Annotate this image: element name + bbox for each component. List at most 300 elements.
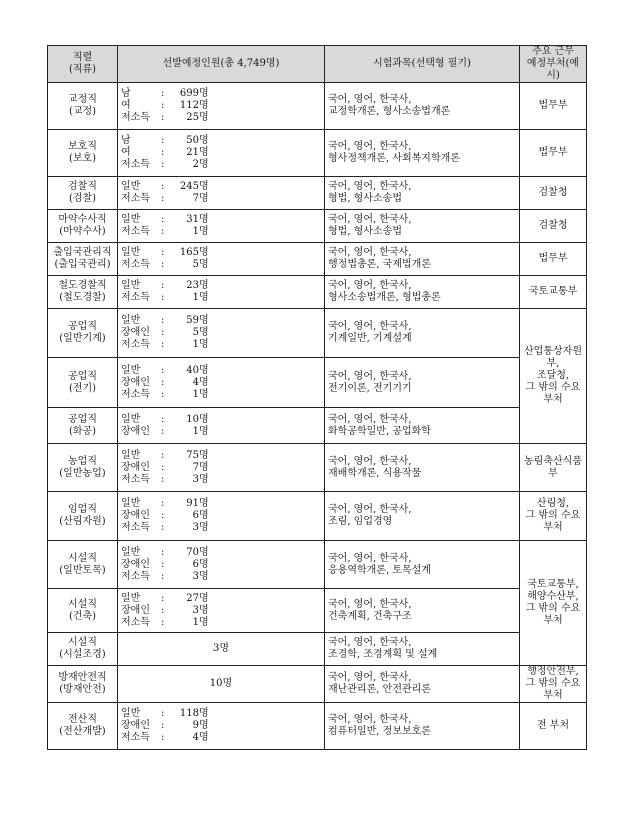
- quota-category: 장애인: [121, 327, 150, 338]
- quota-colon: :: [161, 498, 165, 509]
- quota-colon: :: [161, 259, 165, 270]
- subject-line: 국어, 영어, 한국사,: [328, 321, 412, 332]
- position-name: 보호직: [68, 141, 97, 152]
- table-row: [48, 444, 587, 492]
- position-name: 전산직: [68, 714, 97, 725]
- header-subjects-label: 시험과목(선택형 필기): [373, 58, 471, 69]
- quota-cell: [118, 492, 325, 541]
- quota-line: [121, 365, 321, 377]
- quota-unit: 명: [199, 88, 209, 99]
- quota-cell: [118, 177, 325, 210]
- position-cell: [48, 408, 118, 444]
- quota-cell: [118, 703, 325, 750]
- quota-line: [121, 559, 321, 571]
- quota-colon: :: [161, 558, 165, 570]
- quota-cell: [118, 276, 325, 309]
- position-name: (건축): [68, 610, 97, 622]
- quota-category: 남: [121, 135, 131, 146]
- quota-colon: :: [161, 720, 165, 731]
- quota-count: 6: [192, 558, 199, 570]
- subjects-cell: [325, 492, 520, 541]
- quota-colon: :: [161, 461, 165, 473]
- quota-cell: [118, 210, 325, 243]
- quota-colon: :: [161, 364, 165, 376]
- table-row: [48, 666, 587, 703]
- quota-cell: [118, 408, 325, 444]
- quota-category: 일반: [121, 413, 141, 425]
- quota-category: 여: [121, 147, 131, 158]
- quota-unit: 명: [199, 100, 209, 111]
- quota-total: 3명: [118, 633, 325, 666]
- position-name: 시설직: [68, 598, 97, 610]
- position-name: (교정): [68, 106, 97, 117]
- quota-unit: 명: [199, 147, 209, 158]
- quota-count: 5: [192, 259, 199, 270]
- quota-colon: :: [161, 473, 165, 485]
- quota-line: [121, 226, 321, 238]
- dept-cell: [520, 666, 587, 703]
- quota-unit: 명: [199, 327, 209, 338]
- header-position-line: 직렬: [72, 52, 93, 63]
- table-row: [48, 541, 587, 589]
- quota-category: 남: [121, 88, 131, 99]
- quota-unit: 명: [199, 339, 209, 350]
- quota-colon: :: [161, 214, 165, 225]
- dept-line: 그 밖의 수요부처: [525, 603, 581, 626]
- quota-colon: :: [161, 147, 165, 158]
- quota-colon: :: [161, 292, 165, 303]
- position-name: (전산개발): [59, 726, 106, 737]
- position-name: (방재안전): [59, 684, 106, 695]
- quota-count: 1: [192, 388, 199, 400]
- quota-count: 3: [192, 570, 199, 582]
- quota-unit: 명: [199, 473, 209, 485]
- quota-line: [121, 571, 321, 583]
- dept-cell: [520, 492, 587, 541]
- subjects-cell: [325, 666, 520, 703]
- dept-cell: [520, 276, 587, 309]
- quota-count: 3: [192, 473, 199, 485]
- quota-line: [121, 617, 321, 629]
- quota-unit: 명: [199, 193, 209, 204]
- position-name: 마약수사직: [58, 214, 107, 225]
- quota-count: 1: [192, 616, 199, 628]
- position-name: (마약수사): [59, 226, 106, 237]
- dept-line: 그 밖의 수요부처: [525, 510, 581, 533]
- dept-cell: [520, 309, 587, 444]
- subject-line: 국어, 영어, 한국사,: [328, 247, 412, 258]
- quota-unit: 명: [199, 708, 209, 719]
- dept-line: 전 부처: [536, 720, 570, 731]
- position-name: (출입국관리): [54, 259, 111, 270]
- quota-unit: 명: [199, 732, 209, 743]
- dept-line: 법무부: [538, 147, 568, 158]
- subject-line: 국어, 영어, 한국사,: [328, 181, 412, 192]
- quota-line: [121, 708, 321, 720]
- quota-line: [121, 193, 321, 205]
- quota-count: 1: [192, 292, 199, 303]
- quota-category: 저소득: [121, 616, 150, 628]
- quota-line: [121, 259, 321, 271]
- dept-line: 국토교통부,: [527, 579, 579, 590]
- subject-line: 응용역학개론, 토목설계: [328, 564, 431, 576]
- quota-cell: [118, 130, 325, 177]
- quota-colon: :: [161, 732, 165, 743]
- quota-unit: 명: [199, 720, 209, 731]
- quota-cell: [118, 589, 325, 633]
- position-name: (화공): [68, 425, 97, 437]
- dept-line: 검찰청: [538, 220, 568, 231]
- quota-colon: :: [161, 376, 165, 388]
- table-row: [48, 589, 587, 633]
- table-row: [48, 358, 587, 408]
- subject-line: 국어, 영어, 한국사,: [328, 637, 412, 648]
- subjects-cell: [325, 444, 520, 492]
- header-dept-line: 예정부처(예시): [526, 58, 580, 81]
- position-name: (전기): [68, 382, 97, 394]
- quota-unit: 명: [199, 388, 209, 400]
- quota-count: 27: [186, 592, 199, 604]
- table-row: [48, 633, 587, 666]
- quota-line: [121, 426, 321, 438]
- quota-count: 50: [186, 135, 199, 146]
- subjects-cell: [325, 541, 520, 589]
- quota-line: [121, 214, 321, 226]
- quota-cell: [118, 541, 325, 589]
- subject-line: 국어, 영어, 한국사,: [328, 672, 412, 683]
- quota-colon: :: [161, 315, 165, 326]
- quota-category: 장애인: [121, 461, 150, 473]
- subject-line: 재배학개론, 식용작물: [328, 467, 422, 479]
- quota-count: 40: [186, 364, 199, 376]
- quota-category: 일반: [121, 498, 141, 509]
- position-name: 방재안전직: [58, 672, 107, 683]
- header-quota: [118, 46, 325, 83]
- quota-count: 2: [192, 159, 199, 170]
- dept-line: 검찰청: [538, 187, 568, 198]
- quota-count: 112: [179, 100, 199, 111]
- quota-count: 118: [179, 708, 199, 719]
- subjects-cell: [325, 83, 520, 130]
- quota-colon: :: [161, 327, 165, 338]
- quota-count: 4: [192, 376, 199, 388]
- quota-line: [121, 605, 321, 617]
- quota-count: 23: [186, 280, 199, 291]
- quota-colon: :: [161, 522, 165, 533]
- dept-cell: [520, 703, 587, 750]
- position-cell: [48, 276, 118, 309]
- dept-line: 그 밖의 수요부처: [525, 678, 581, 701]
- quota-colon: :: [161, 226, 165, 237]
- quota-count: 9: [192, 720, 199, 731]
- quota-unit: 명: [199, 292, 209, 303]
- dept-cell: [520, 130, 587, 177]
- dept-line: 산업통상자원부,: [524, 346, 582, 369]
- subjects-cell: [325, 177, 520, 210]
- quota-colon: :: [161, 449, 165, 461]
- dept-line: 법무부: [538, 100, 568, 111]
- subject-line: 국어, 영어, 한국사,: [328, 504, 412, 515]
- quota-line: [121, 88, 321, 100]
- quota-category: 저소득: [121, 259, 150, 270]
- quota-unit: 명: [199, 592, 209, 604]
- position-name: (일반토목): [59, 564, 106, 576]
- position-name: 교정직: [68, 94, 97, 105]
- subject-line: 전기이론, 전기기기: [328, 382, 412, 394]
- quota-line: [121, 181, 321, 193]
- quota-count: 4: [192, 732, 199, 743]
- quota-category: 일반: [121, 247, 141, 258]
- quota-line: [121, 389, 321, 401]
- quota-unit: 명: [199, 364, 209, 376]
- quota-line: [121, 100, 321, 112]
- quota-category: 장애인: [121, 510, 150, 521]
- quota-category: 일반: [121, 280, 141, 291]
- quota-cell: [118, 83, 325, 130]
- quota-count: 21: [186, 147, 199, 158]
- position-cell: [48, 177, 118, 210]
- position-name: 시설직: [68, 552, 97, 564]
- quota-category: 여: [121, 100, 131, 111]
- position-cell: [48, 358, 118, 408]
- quota-colon: :: [161, 570, 165, 582]
- subject-line: 국어, 영어, 한국사,: [328, 370, 412, 382]
- quota-count: 91: [186, 498, 199, 509]
- table-row: [48, 309, 587, 358]
- dept-line: 법무부: [538, 253, 568, 264]
- dept-line: 조달청,: [536, 370, 570, 381]
- quota-category: 일반: [121, 449, 141, 461]
- quota-unit: 명: [199, 604, 209, 616]
- dept-line: 그 밖의 수요부처: [525, 382, 581, 405]
- position-cell: [48, 492, 118, 541]
- dept-cell: [520, 177, 587, 210]
- position-name: 검찰직: [68, 181, 97, 192]
- quota-line: [121, 547, 321, 559]
- subject-line: 컴퓨터일반, 정보보호론: [328, 726, 431, 737]
- dept-cell: [520, 444, 587, 492]
- quota-unit: 명: [199, 558, 209, 570]
- quota-count: 1: [192, 425, 199, 437]
- position-name: 농업직: [68, 455, 97, 467]
- quota-cell: [118, 444, 325, 492]
- subject-line: 형사소송법개론, 형법총론: [328, 292, 441, 303]
- quota-count: 7: [192, 193, 199, 204]
- quota-unit: 명: [199, 226, 209, 237]
- quota-total: 10명: [118, 666, 325, 703]
- quota-category: 저소득: [121, 226, 150, 237]
- quota-unit: 명: [199, 546, 209, 558]
- quota-count: 245: [179, 181, 199, 192]
- quota-colon: :: [161, 616, 165, 628]
- position-name: (일반기계): [59, 333, 106, 344]
- quota-unit: 명: [199, 570, 209, 582]
- quota-category: 저소득: [121, 193, 150, 204]
- quota-count: 3: [192, 522, 199, 533]
- quota-category: 저소득: [121, 388, 150, 400]
- quota-unit: 명: [199, 522, 209, 533]
- quota-line: [121, 498, 321, 510]
- subjects-cell: [325, 130, 520, 177]
- quota-unit: 명: [199, 135, 209, 146]
- quota-count: 3: [192, 604, 199, 616]
- quota-count: 31: [186, 214, 199, 225]
- table-row: [48, 177, 587, 210]
- quota-colon: :: [161, 413, 165, 425]
- quota-category: 저소득: [121, 570, 150, 582]
- table-row: [48, 210, 587, 243]
- subjects-cell: [325, 358, 520, 408]
- quota-line: [121, 247, 321, 259]
- quota-line: [121, 593, 321, 605]
- header-dept: [520, 46, 587, 83]
- quota-cell: [118, 358, 325, 408]
- quota-line: [121, 135, 321, 147]
- position-name: (보호): [68, 153, 97, 164]
- position-name: (일반농업): [59, 467, 106, 479]
- subjects-cell: [325, 210, 520, 243]
- quota-line: [121, 377, 321, 389]
- subject-line: 국어, 영어, 한국사,: [328, 598, 412, 610]
- quota-line: [121, 510, 321, 522]
- quota-category: 장애인: [121, 376, 150, 388]
- quota-unit: 명: [199, 181, 209, 192]
- quota-line: [121, 450, 321, 462]
- quota-category: 장애인: [121, 425, 150, 437]
- quota-unit: 명: [199, 280, 209, 291]
- position-name: (시설조경): [59, 649, 106, 660]
- quota-line: [121, 112, 321, 124]
- quota-count: 59: [186, 315, 199, 326]
- quota-unit: 명: [199, 510, 209, 521]
- subject-line: 조림, 임업경영: [328, 516, 393, 527]
- dept-line: 농림축산식품부: [524, 455, 582, 479]
- dept-cell: [520, 83, 587, 130]
- dept-line: 해양수산부,: [527, 591, 579, 602]
- subject-line: 국어, 영어, 한국사,: [328, 141, 412, 152]
- subject-line: 국어, 영어, 한국사,: [328, 280, 412, 291]
- subject-line: 형법, 형사소송법: [328, 226, 402, 237]
- quota-unit: 명: [199, 247, 209, 258]
- dept-cell: [520, 541, 587, 666]
- position-name: 공업직: [68, 370, 97, 382]
- quota-colon: :: [161, 247, 165, 258]
- quota-category: 저소득: [121, 732, 150, 743]
- quota-category: 저소득: [121, 339, 150, 350]
- quota-category: 장애인: [121, 604, 150, 616]
- recruitment-table: [47, 45, 587, 750]
- dept-cell: [520, 210, 587, 243]
- header-position-line: (직류): [68, 64, 97, 75]
- quota-colon: :: [161, 280, 165, 291]
- quota-cell: [118, 243, 325, 276]
- quota-category: 저소득: [121, 159, 150, 170]
- quota-line: [121, 327, 321, 339]
- table-row: [48, 243, 587, 276]
- quota-category: 저소득: [121, 522, 150, 533]
- quota-count: 1: [192, 339, 199, 350]
- quota-category: 일반: [121, 181, 141, 192]
- position-cell: [48, 589, 118, 633]
- subject-line: 건축계획, 건축구조: [328, 610, 412, 622]
- position-cell: [48, 666, 118, 703]
- dept-line: 산림청,: [536, 498, 570, 509]
- table-row: [48, 276, 587, 309]
- quota-count: 70: [186, 546, 199, 558]
- quota-unit: 명: [199, 425, 209, 437]
- subjects-cell: [325, 589, 520, 633]
- quota-count: 10: [186, 413, 199, 425]
- position-name: 시설직: [68, 637, 97, 648]
- quota-colon: :: [161, 592, 165, 604]
- quota-colon: :: [161, 339, 165, 350]
- quota-category: 일반: [121, 364, 141, 376]
- quota-colon: :: [161, 193, 165, 204]
- subject-line: 형법, 형사소송법: [328, 193, 402, 204]
- quota-category: 일반: [121, 708, 141, 719]
- quota-colon: :: [161, 708, 165, 719]
- quota-unit: 명: [199, 376, 209, 388]
- subject-line: 국어, 영어, 한국사,: [328, 94, 412, 105]
- quota-unit: 명: [199, 259, 209, 270]
- quota-line: [121, 732, 321, 744]
- subjects-cell: [325, 703, 520, 750]
- subject-line: 행정법총론, 국제법개론: [328, 259, 431, 270]
- subject-line: 교정학개론, 형사소송법개론: [328, 106, 451, 117]
- quota-line: [121, 147, 321, 159]
- quota-line: [121, 474, 321, 486]
- quota-category: 일반: [121, 592, 141, 604]
- subject-line: 국어, 영어, 한국사,: [328, 552, 412, 564]
- quota-count: 25: [186, 112, 199, 123]
- quota-colon: :: [161, 388, 165, 400]
- quota-line: [121, 462, 321, 474]
- quota-count: 75: [186, 449, 199, 461]
- quota-count: 6: [192, 510, 199, 521]
- dept-line: 행정안전부,: [527, 666, 579, 677]
- table-header-row: [48, 46, 587, 83]
- quota-unit: 명: [199, 413, 209, 425]
- position-name: (검찰): [68, 193, 97, 204]
- position-name: (산림자원): [59, 516, 106, 527]
- position-cell: [48, 309, 118, 358]
- position-name: 철도경찰직: [58, 280, 107, 291]
- quota-category: 저소득: [121, 292, 150, 303]
- table-row: [48, 492, 587, 541]
- quota-colon: :: [161, 546, 165, 558]
- subject-line: 국어, 영어, 한국사,: [328, 714, 412, 725]
- dept-cell: [520, 243, 587, 276]
- quota-colon: :: [161, 510, 165, 521]
- quota-colon: :: [161, 100, 165, 111]
- table-row: [48, 408, 587, 444]
- table-row: [48, 83, 587, 130]
- subjects-cell: [325, 276, 520, 309]
- quota-category: 저소득: [121, 112, 150, 123]
- quota-colon: :: [161, 181, 165, 192]
- subject-line: 기계일반, 기계설계: [328, 333, 412, 344]
- quota-unit: 명: [199, 616, 209, 628]
- quota-category: 저소득: [121, 473, 150, 485]
- quota-colon: :: [161, 88, 165, 99]
- quota-line: [121, 720, 321, 732]
- quota-cell: [118, 309, 325, 358]
- subjects-cell: [325, 243, 520, 276]
- quota-colon: :: [161, 135, 165, 146]
- header-quota-label: 선발예정인원(총 4,749명): [162, 58, 280, 69]
- subject-line: 형사정책개론, 사회복지학개론: [328, 153, 460, 164]
- quota-category: 일반: [121, 315, 141, 326]
